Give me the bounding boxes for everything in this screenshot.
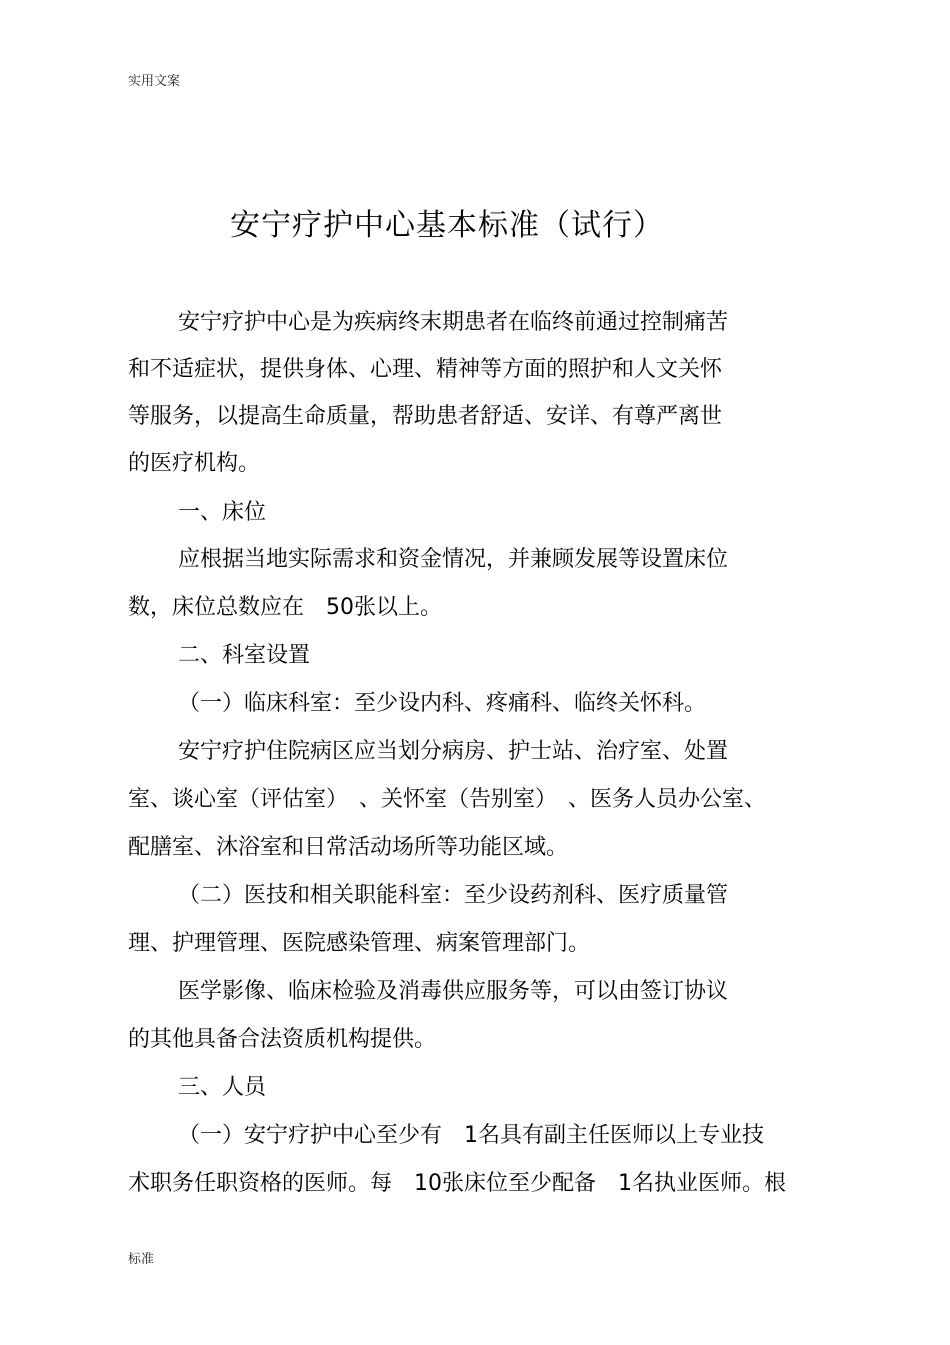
paragraph-line: 医学影像、临床检验及消毒供应服务等，可以由签订协议	[178, 979, 729, 1004]
paragraph-line: 应根据当地实际需求和资金情况，并兼顾发展等设置床位	[178, 547, 729, 572]
subsection-line: （一）临床科室：至少设内科、疼痛科、临终关怀科。	[178, 691, 707, 716]
paragraph-line: 配膳室、沐浴室和日常活动场所等功能区域。	[128, 835, 569, 860]
paragraph-line: 术职务任职资格的医师。每 10张床位至少配备 1名执业医师。根	[128, 1171, 786, 1196]
page-footer: 标准	[128, 1252, 155, 1267]
document-title: 安宁疗护中心基本标准（试行）	[230, 208, 664, 243]
paragraph-line: 理、护理管理、医院感染管理、病案管理部门。	[128, 931, 591, 956]
section-heading: 一、床位	[178, 500, 267, 525]
paragraph-line: 等服务，以提高生命质量，帮助患者舒适、安详、有尊严离世	[128, 404, 723, 429]
subsection-line: （二）医技和相关职能科室：至少设药剂科、医疗质量管	[178, 883, 729, 908]
paragraph-line: 室、谈心室（评估室） 、关怀室（告别室） 、医务人员办公室、	[128, 787, 767, 812]
page-header: 实用文案	[128, 74, 181, 89]
paragraph-line: 的医疗机构。	[128, 451, 261, 476]
paragraph-line: 安宁疗护中心是为疾病终末期患者在临终前通过控制痛苦	[178, 310, 729, 335]
section-heading: 二、科室设置	[178, 643, 311, 668]
paragraph-line: 的其他具备合法资质机构提供。	[128, 1027, 437, 1052]
paragraph-line: 数，床位总数应在 50张以上。	[128, 595, 442, 620]
section-heading: 三、人员	[178, 1075, 267, 1100]
paragraph-line: 和不适症状，提供身体、心理、精神等方面的照护和人文关怀	[128, 357, 723, 382]
subsection-line: （一）安宁疗护中心至少有 1名具有副主任医师以上专业技	[178, 1123, 764, 1148]
paragraph-line: 安宁疗护住院病区应当划分病房、护士站、治疗室、处置	[178, 739, 729, 764]
